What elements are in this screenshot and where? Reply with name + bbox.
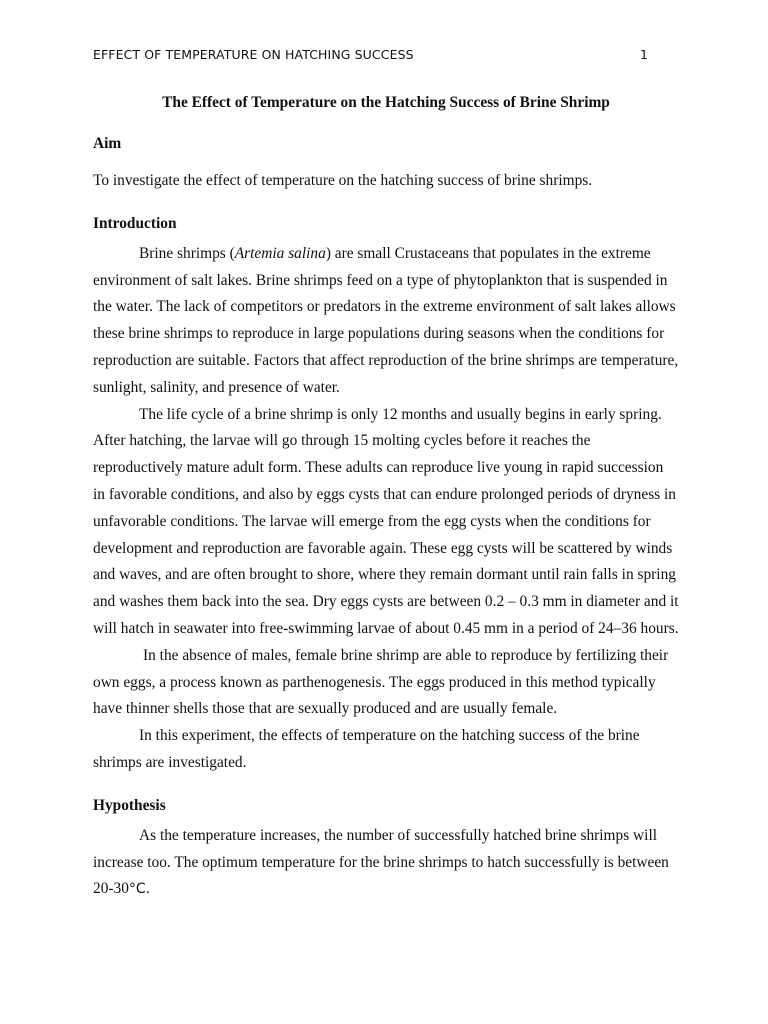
running-head: EFFECT OF TEMPERATURE ON HATCHING SUCCESS: [93, 47, 414, 62]
document-body: [93, 93, 679, 903]
document-title: The Effect of Temperature on the Hatching Success of Brine Shrimp: [162, 94, 610, 111]
aim-text: To investigate the effect of temperature on the hatching success of brine shrimps.: [93, 172, 593, 189]
intro-p1-end: ) are small Crustaceans that populates in the extreme environment of salt lakes. Brine shrimps feed on a type of phytoplankton that is suspended in the water. The lack of competitors or predators in the extreme environment of salt lakes allows these brine shrimps to reproduce in large populations during seasons when the conditions for reproduction are suitable. Factors that affect reproduction of the brine shrimps are temperature, sunlight, salinity, and presence of water.: [93, 244, 679, 396]
introduction-heading: Introduction: [93, 214, 177, 232]
species-name: Artemia salina: [234, 244, 326, 262]
hypothesis-text: As the temperature increases, the number of successfully hatched brine shrimps will increase too. The optimum temperature for the brine shrimps to hatch successfully is between 20-30: [93, 826, 669, 898]
page-number: 1: [640, 47, 648, 62]
introduction-paragraph-3: In the absence of males, female brine shrimp are able to reproduce by fertilizing their own eggs, a process known as parthenogenesis. The eggs produced in this method typically have thinner shells those that are sexually produced and are usually female.: [93, 646, 669, 718]
intro-p1-start: Brine shrimps (: [139, 244, 235, 262]
hypothesis-heading: Hypothesis: [93, 796, 166, 814]
introduction-paragraph-4: In this experiment, the effects of temperature on the hatching success of the brine shrimps are investigated.: [93, 727, 640, 771]
hypothesis-paragraph: [93, 823, 679, 903]
introduction-paragraph-2: The life cycle of a brine shrimp is only 12 months and usually begins in early spring. After hatching, the larvae will go through 15 molting cycles before it reaches the reproductively mature adult form. These adults can reproduce live young in rapid succession in favorable conditions, and also by eggs cysts that can endure prolonged periods of dryness in unfavorable conditions. The larvae will emerge from the egg cysts when the conditions for development and reproduction are favorable again. These egg cysts will be scattered by winds and waves, and are often brought to shore, where they remain dormant until rain falls in spring and washes them back into the sea. Dry eggs cysts are between 0.2 – 0.3 mm in diameter and it will hatch in seawater into free-swimming larvae of about 0.45 mm in a period of 24–36 hours.: [93, 405, 679, 637]
temperature-unit: °C.: [128, 881, 151, 898]
aim-heading: Aim: [93, 135, 122, 152]
introduction-paragraph-1: [93, 241, 679, 402]
